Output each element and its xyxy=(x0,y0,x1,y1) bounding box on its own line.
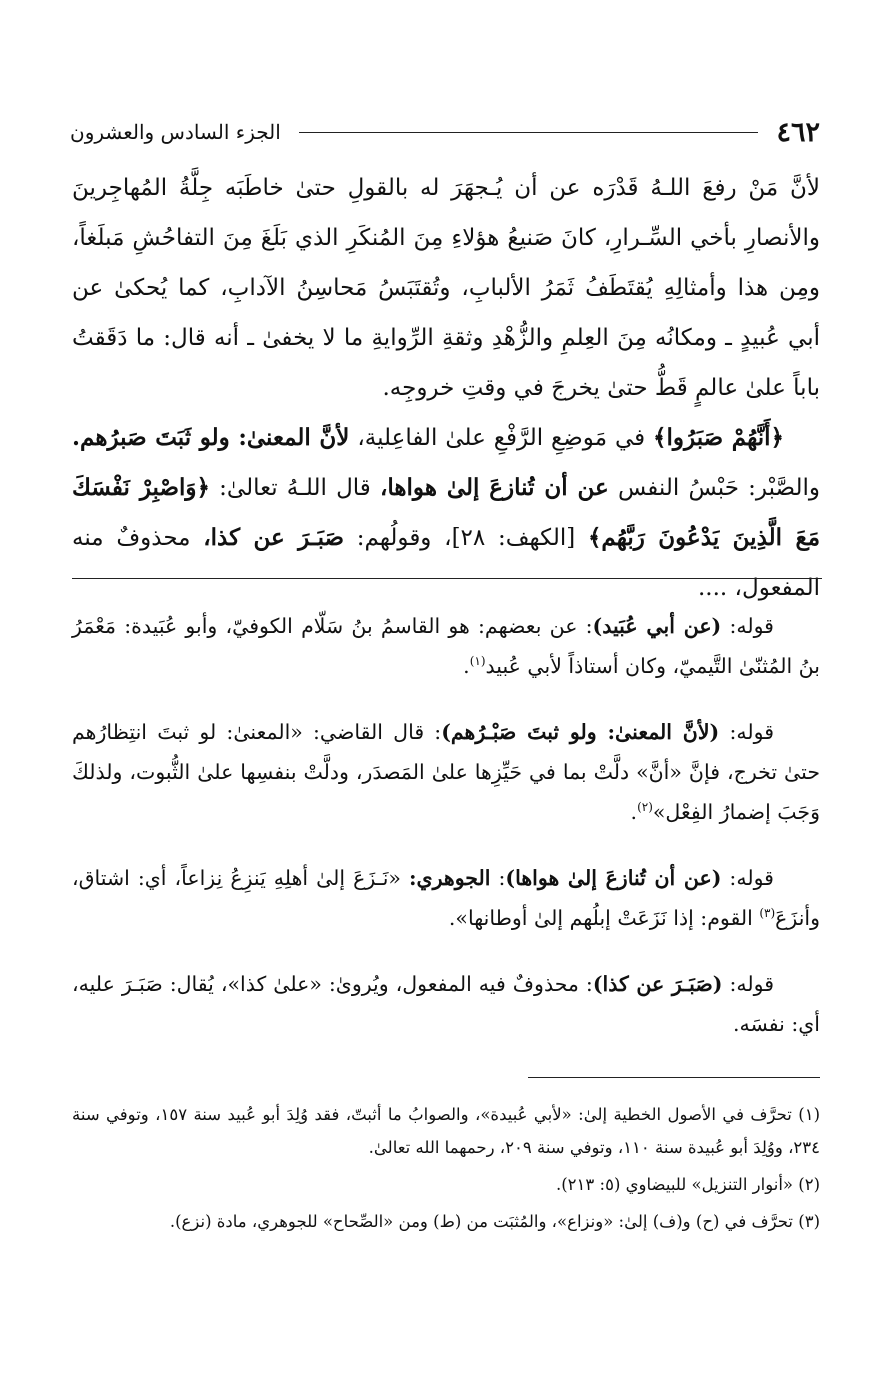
bold-phrase: (عن أن تُنازعَ إلىٰ هواها) xyxy=(505,866,722,890)
text-run: : xyxy=(490,866,506,890)
text-run: : عن بعضهم: هو القاسمُ بنُ سَلّام الكوفيّ، وأبو عُبَيدة: مَعْمَرُ بنُ المُثنّىٰ التَّيميّ، وكان أستاذاً لأبي عُبيد xyxy=(72,614,820,678)
text-run: في مَوضِعِ الرَّفْعِ علىٰ الفاعِلية، xyxy=(349,425,654,451)
text-run: : محذوفٌ فيه المفعول، ويُروىٰ: «علىٰ كذا»، يُقال: صَبَـرَ عليه، أي: نفسَه. xyxy=(72,972,820,1036)
text-run: قوله: xyxy=(721,866,774,890)
footnote-ref: (٣) xyxy=(759,906,776,921)
bold-phrase: صَبَـرَ عن كذا، xyxy=(203,524,345,551)
text-run: القوم: إذا نَزَعَتْ إبلُهم إلىٰ أوطانها». xyxy=(448,906,760,930)
text-run: محذوفٌ منه المفعول، .... xyxy=(72,525,820,601)
commentary xyxy=(72,606,820,1070)
text-run: «نَـزَعَ إلىٰ أهلِهِ يَنزِعُ نِزاعاً، أي: اشتاق، وأنزَعَ xyxy=(72,866,820,930)
text-run: : قال القاضي: «المعنىٰ: لو ثبتَ انتِظارُهم حتىٰ تخرج، فإنَّ «أنَّ» دلَّتْ بما في حَيِّزِها علىٰ المَصدَر، ودلَّتْ بنفسِها علىٰ الثُّبوت، ولذلكَ وَجَبَ إضمارُ الفِعْل» xyxy=(72,720,820,824)
footnote-separator xyxy=(528,1077,820,1078)
footnotes xyxy=(72,1098,820,1242)
commentary-3 xyxy=(72,858,820,938)
text-run: قوله: xyxy=(721,614,774,638)
bold-phrase: عن أن تُنازعَ إلىٰ هواها، xyxy=(379,474,609,501)
quran-quote: ﴿وَاصْبِرْ نَفْسَكَ مَعَ الَّذِينَ يَدْعُونَ رَبَّهُم﴾ xyxy=(72,474,821,551)
main-paragraph-2 xyxy=(72,413,820,613)
footnote-ref: (١) xyxy=(469,654,486,669)
part-title: الجزء السادس والعشرون xyxy=(70,120,281,144)
running-header xyxy=(70,112,820,152)
footnote-ref: (٢) xyxy=(637,800,653,815)
text-run: . xyxy=(630,800,638,824)
text-run: قوله: xyxy=(722,972,774,996)
main-text xyxy=(72,163,820,613)
page-number: ٤٦٢ xyxy=(776,116,820,148)
bold-phrase: (عن أبي عُبَيد) xyxy=(592,614,722,638)
bold-phrase: (صَبَـرَ عن كذا) xyxy=(592,972,723,996)
text-run: قوله: xyxy=(719,720,774,744)
text-run: [الكهف: ٢٨]، وقولُهم: xyxy=(344,525,588,551)
main-paragraph-1: لأنَّ مَنْ رفعَ اللـهُ قَدْرَه عن أن يُـجهَرَ له بالقولِ حتىٰ خاطَبَه جِلَّةُ المُهاجِرينَ والأنصارِ بأخي السِّـرارِ، كانَ صَنيعُ هؤلاءِ مِنَ المُنكَرِ الذي بَلَغَ مِنَ التفاحُشِ مَبلَغاً، ومِن هذا وأمثالِهِ يُقتَطَفُ ثَمَرُ الألبابِ، وتُقتَبَسُ مَحاسِنُ الآدابِ، كما يُحكىٰ عن أبي عُبيدٍ ـ ومكانُه مِنَ العِلمِ والزُّهْدِ وثقةِ الرِّوايةِ ما لا يخفىٰ ـ أنه قال: ما دَقَقتُ باباً علىٰ عالمٍ قَطُّ حتىٰ يخرجَ في وقتِ خروجِه. xyxy=(72,175,820,401)
header-rule xyxy=(299,132,759,133)
main-separator xyxy=(72,578,822,579)
commentary-4 xyxy=(72,964,820,1044)
bold-phrase: لأنَّ المعنىٰ: ولو ثَبَتَ صَبرُهم. xyxy=(72,424,350,451)
footnote-2: (٢) «أنوار التنزيل» للبيضاوي (٥: ٢١٣). xyxy=(555,1175,820,1194)
text-run: . xyxy=(463,654,470,678)
footnote-3: (٣) تحرَّف في (ح) و(ف) إلىٰ: «ونزاع»، والمُثبَت من (ط) ومن «الصِّحاح» للجوهري، مادة (نزع). xyxy=(169,1212,820,1231)
commentary-1 xyxy=(72,606,820,686)
commentary-2 xyxy=(72,712,820,832)
bold-phrase: (لأنَّ المعنىٰ: ولو ثبتَ صَبْـرُهم) xyxy=(441,720,720,744)
text-run: قال اللـهُ تعالىٰ: xyxy=(209,475,380,501)
text-run: والصَّبْر: حَبْسُ النفس xyxy=(608,475,820,501)
bold-phrase: الجوهري: xyxy=(408,866,491,890)
quran-quote: ﴿أَنَّهُمْ صَبَرُوا﴾ xyxy=(653,424,784,451)
footnote-1: (١) تحرَّف في الأصول الخطية إلىٰ: «لأبي عُبيدة»، والصوابُ ما أثبتّ، فقد وُلِدَ أبو عُبيد سنة ١٥٧، وتوفي سنة ٢٣٤، ووُلِدَ أبو عُبيدة سنة ١١٠، وتوفي سنة ٢٠٩، رحمهما الله تعالىٰ. xyxy=(72,1105,820,1157)
